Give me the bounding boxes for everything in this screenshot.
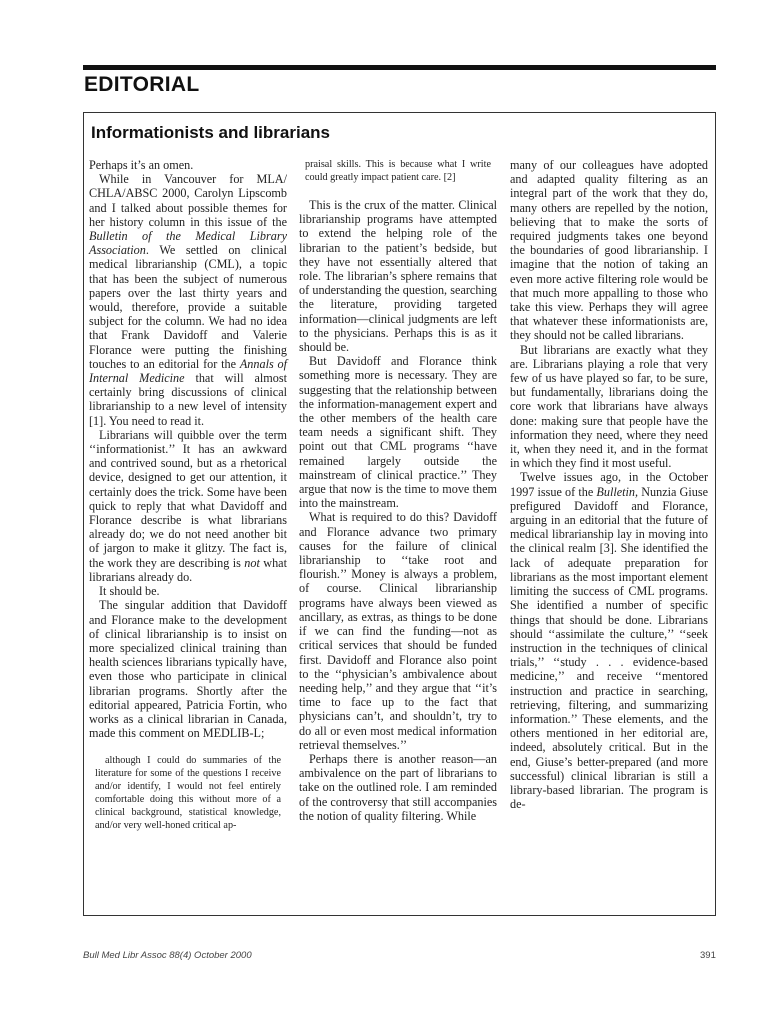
paragraph: This is the crux of the matter. Clinical librarianship programs have attempted to extend the helping role of the librarian to the patient’s bedside, but they have not essentially altered that role. The librarian’s sphere remains that of understanding the question, searching the literature, providing targeted information—clinical judgments are left to the physicians. Perhaps this is as it should be. [299,198,497,355]
paragraph: What is required to do this? Davidoff and Florance advance two primary causes for the failure of clinical librarianship to ‘‘take root and flourish.’’ Money is always a problem, of course. Clinical librarianship programs have always been viewed as ancillary, as extras, as things to be done if we can find the funding—not as critical services that should be funded first. Davidoff and Florance also point to the ‘‘physician’s ambivalence about needing help,’’ and they argue that ‘‘it’s time to face up to the fact that physicians can’t, and shouldn’t, try to do all or even most medical information retrieval themselves.’’ [299,510,497,752]
quote-text: although I could do summaries of the literature for some of the questions I receive and/or identify, I would not feel entirely comfortable doing this without more of a clinical background, statistical knowledge, and/or very well-honed critical ap- [95,755,281,832]
paragraph: But Davidoff and Florance think something more is necessary. They are suggesting that the relationship between the information-management expert and the other members of the health care team needs a significant shift. They point out that CML programs ‘‘have remained largely outside the mainstream of clinical practice.’’ They argue that now is the time to move them into the mainstream. [299,354,497,511]
column-1 [89,158,287,832]
column-3 [510,158,708,811]
paragraph: Twelve issues ago, in the October 1997 issue of the Bulletin, Nunzia Giuse prefigured Davidoff and Florance, arguing in an editorial that the future of medical librarianship lay in moving into the clinical realm [3]. She identified the lack of adequate preparation for librarians as the most important element limiting the success of CML programs. She identified a number of specific things that should be done. Librarians should ‘‘assimilate the culture,’’ ‘‘seek instruction in the techniques of clinical trials,’’ ‘‘study . . . evidence-based medicine,’’ and receive ‘‘mentored instruction and practice in searching, retrieving, filtering, and summarizing information.’’ These elements, and the others mentioned in her editorial are, indeed, absolutely critical. But in the end, Giuse’s better-prepared (and more successful) clinical librarian is still a library-based librarian. The program is de- [510,470,708,812]
article-title: Informationists and librarians [91,123,330,142]
paragraph: Librarians will quibble over the term ‘‘informationist.’’ It has an awkward and contrived sound, but as a rhetorical device, designed to get our attention, it certainly does the trick. Some have been quick to reply that what Davidoff and Florance describe is what librarians already do; we do not need another bit of jargon to make it glitzy. The fact is, the work they are describing is not what librarians already do. [89,427,287,584]
paragraph: Perhaps it’s an omen. [89,158,194,172]
block-quote [95,754,281,832]
block-quote-continued [305,158,491,184]
quote-text: praisal skills. This is because what I write could greatly impact patient care. [2] [305,159,491,183]
section-label: EDITORIAL [84,73,200,96]
paragraph: It should be. [99,584,160,599]
paragraph: The singular addition that Davidoff and Florance make to the development of clinical librarianship is to insist on more specialized clinical training than health sciences librarians typically have, even those who participate in clinical librarian programs. Shortly after the editorial appeared, Patricia Fortin, who works as a clinical librarian in Canada, made this comment on MEDLIB-L; [89,598,287,741]
top-rule [83,65,716,70]
paragraph: Perhaps there is another reason—an ambivalence on the part of librarians to take on the outlined role. I am reminded of the controversy that still accompanies the notion of quality filtering. While [299,751,497,823]
paragraph: many of our colleagues have adopted and adapted quality filtering as an integral part of the work that they do, many others are repelled by the notion, believing that to make the sorts of required judgments takes one beyond the boundaries of good librarianship. I imagine that the notion of taking an even more active filtering role would be that much more appalling to those who take this view. Perhaps they will agree that whatever these informationists are, they should not be called librarians. [510,158,708,343]
paragraph: While in Vancouver for MLA/ CHLA/ABSC 2000, Carolyn Lipscomb and I talked about possible themes for her history column in this issue of the Bulletin of the Medical Library Association. We settled on clinical medical librarianship (CML), a topic that has been the subject of numerous papers over the last thirty years and would, therefore, provide a suitable subject for the column. We had no idea that Frank Davidoff and Valerie Florance were putting the finishing touches to an editorial for the Annals of Internal Medicine that will almost certainly bring discussions of clinical librarianship to a new level of intensity [1]. You need to read it. [89,172,288,428]
page-number: 391 [700,950,716,961]
paragraph: But librarians are exactly what they are. Librarians playing a role that very few of us have played so far, to be sure, but fundamentally, librarians doing the core work that librarians have always done: making sure that people have the information they need, where they need it, when they need it, and in the format in which they find it most useful. [510,342,708,471]
column-2 [299,158,497,823]
footer-citation: Bull Med Libr Assoc 88(4) October 2000 [83,950,252,961]
